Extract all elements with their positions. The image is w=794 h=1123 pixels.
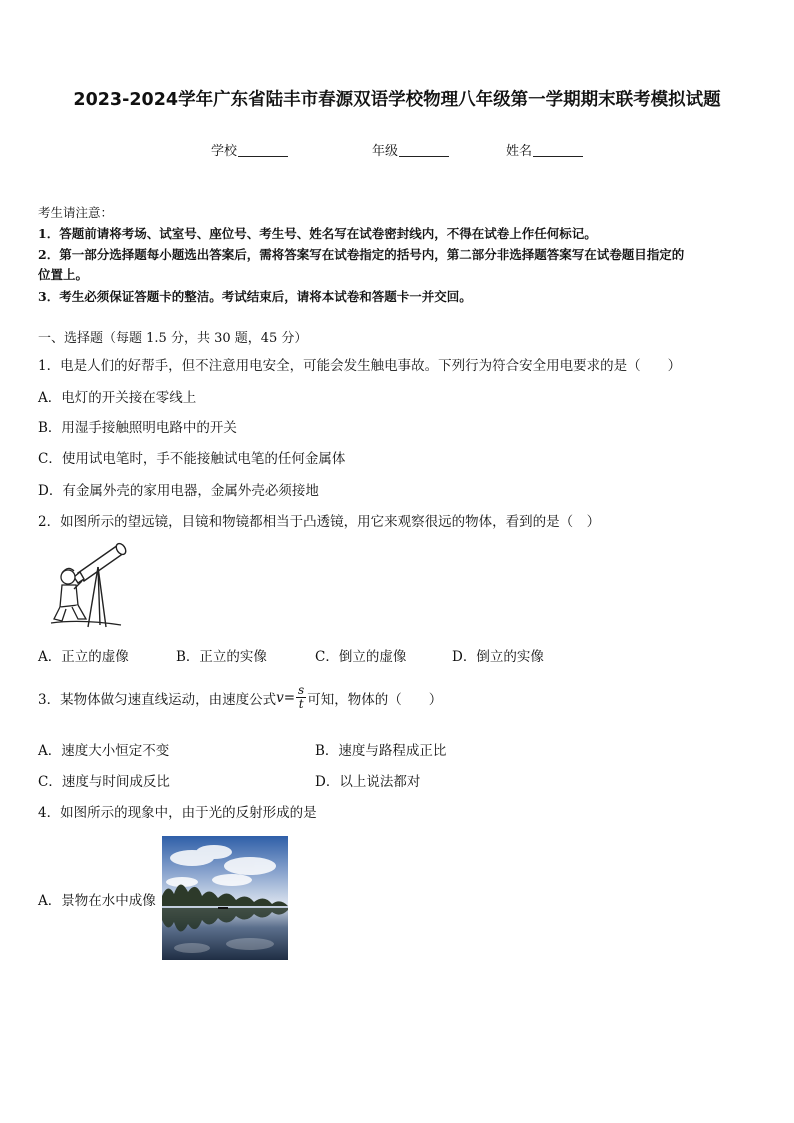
notice-item-1: 1．答题前请将考场、试室号、座位号、考生号、姓名写在试卷密封线内，不得在试卷上作任何标记。 [38,226,597,241]
section-heading: 一、选择题（每题 1.5 分，共 30 题，45 分） [38,331,308,346]
question-4-option-a: A．景物在水中成像 [38,893,156,909]
notice-item-2: 2．第一部分选择题每小题选出答案后，需将答案写在试卷指定的括号内，第二部分非选择题答案写在试卷题目指定的 [38,247,685,262]
question-3-stem [38,684,442,711]
telescope-tube [74,542,128,583]
question-1-option-b: B．用湿手接触照明电路中的开关 [38,420,237,436]
question-2-option-a: A．正立的虚像 [38,649,129,665]
formula-numerator: s [298,683,305,697]
question-3-stem-prefix: 3．某物体做匀速直线运动，由速度公式 [38,691,277,708]
grade-label: 年级 [372,144,399,159]
landscape-reflection-photo [162,836,288,960]
question-4-stem: 4．如图所示的现象中，由于光的反射形成的是 [38,805,317,821]
name-label: 姓名 [506,144,533,159]
question-2-stem: 2．如图所示的望远镜，目镜和物镜都相当于凸透镜，用它来观察很远的物体，看到的是（ ） [38,514,601,530]
question-3-option-d: D．以上说法都对 [315,774,421,790]
name-field [506,140,583,159]
notice-item-3: 3．考生必须保证答题卡的整洁。考试结束后，请将本试卷和答题卡一并交回。 [38,289,472,304]
question-1-stem: 1．电是人们的好帮手，但不注意用电安全，可能会发生触电事故。下列行为符合安全用电要求的是（ ） [38,358,682,374]
formula-denominator: t [298,697,304,711]
notice-item-2-cont: 位置上。 [38,267,89,282]
question-3-option-c: C．速度与时间成反比 [38,774,170,790]
question-2-option-c: C．倒立的虚像 [315,649,407,665]
telescope-figure [48,535,130,631]
question-2-option-d: D．倒立的实像 [452,649,544,665]
question-3-option-b: B．速度与路程成正比 [315,743,447,759]
school-blank [238,143,288,157]
question-1-option-d: D．有金属外壳的家用电器，金属外壳必须接地 [38,483,319,499]
formula-v: v= [276,689,296,706]
question-3-option-a: A．速度大小恒定不变 [38,743,170,759]
question-2-option-b: B．正立的实像 [176,649,267,665]
grade-field [372,140,449,159]
name-blank [533,143,583,157]
page-title: 2023-2024学年广东省陆丰市春源双语学校物理八年级第一学期期末联考模拟试题 [73,90,721,110]
school-field [211,140,288,159]
grade-blank [399,143,449,157]
formula-fraction [296,684,306,711]
question-1-option-a: A．电灯的开关接在零线上 [38,390,197,406]
question-3-stem-suffix: 可知，物体的（ ） [307,691,443,708]
school-label: 学校 [211,144,238,159]
boat [218,907,228,909]
notice-heading: 考生请注意： [38,205,114,220]
question-1-option-c: C．使用试电笔时，手不能接触试电笔的任何金属体 [38,451,346,467]
